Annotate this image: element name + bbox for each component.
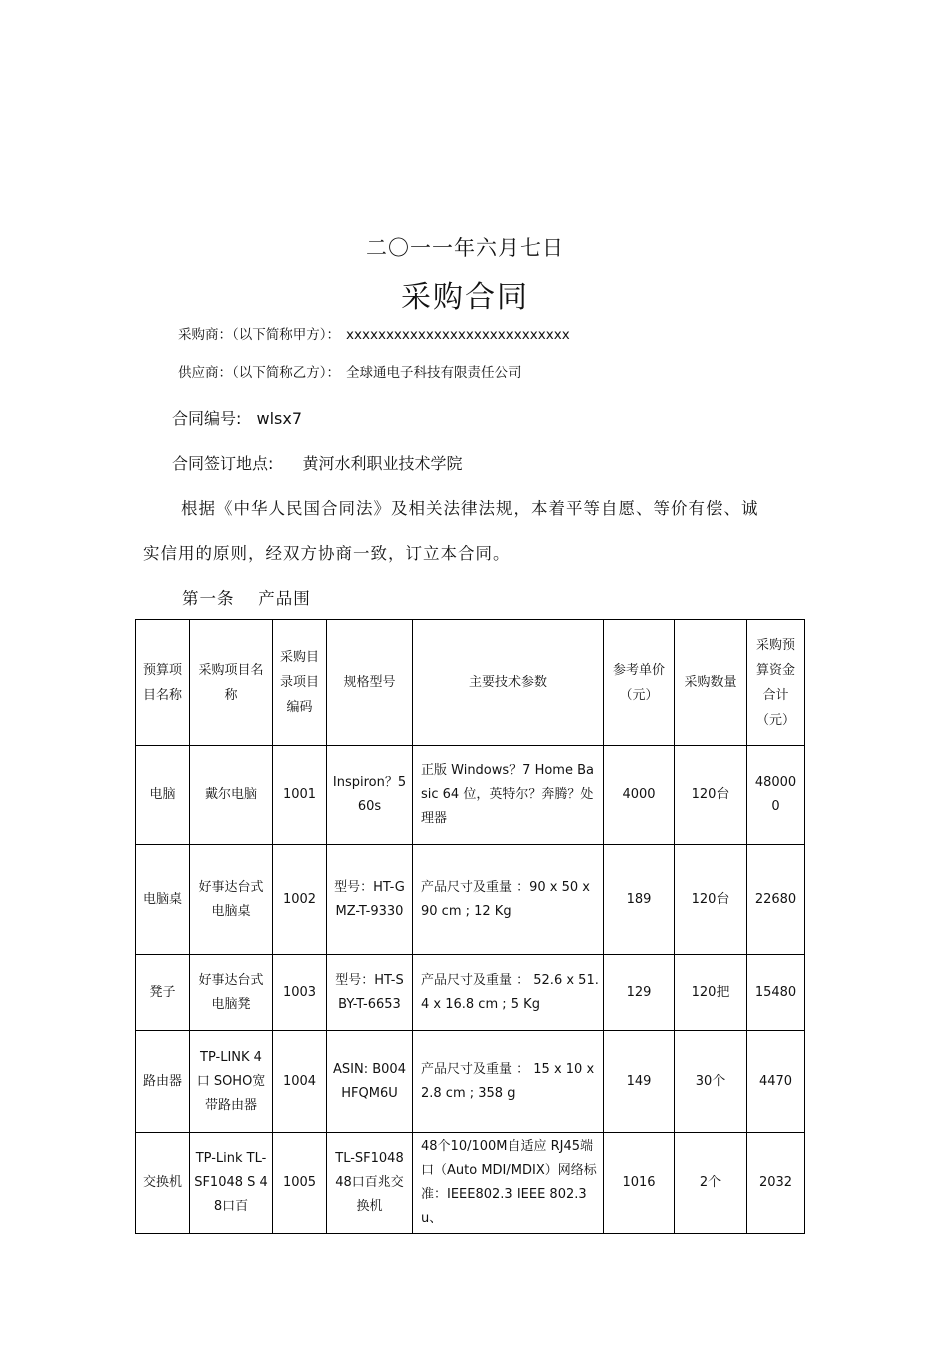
table-cell: TL-SF1048 48口百兆交换机 <box>327 1133 413 1234</box>
table-cell: 22680 <box>747 845 805 955</box>
header-cell: 采购预算资金合计（元） <box>747 620 805 746</box>
signing-place-value: 黄河水利职业技术学院 <box>302 454 463 473</box>
table-cell: 型号：HT-GMZ-T-9330 <box>327 845 413 955</box>
table-cell: 交换机 <box>136 1133 190 1234</box>
table-cell: 1001 <box>273 746 327 845</box>
contract-number-label: 合同编号: <box>172 409 242 428</box>
buyer-label: 采购商：（以下简称甲方）： <box>178 327 340 343</box>
table-cell: 1004 <box>273 1031 327 1133</box>
table-cell: 好事达台式电脑桌 <box>190 845 273 955</box>
table-cell: 48个10/100M自适应 RJ45端口（Auto MDI/MDIX）网络标准：IEEE802.3 IEEE 802.3u、 <box>413 1133 604 1234</box>
table-cell: 2个 <box>675 1133 747 1234</box>
table-cell: 480000 <box>747 746 805 845</box>
supplier-value: 全球通电子科技有限责任公司 <box>346 365 522 381</box>
preamble-line-2: 实信用的原则，经双方协商一致，订立本合同。 <box>143 544 511 563</box>
table-cell: Inspiron？560s <box>327 746 413 845</box>
contract-number-value: wlsx7 <box>256 409 303 428</box>
table-cell: 1002 <box>273 845 327 955</box>
table-header-row <box>136 620 805 746</box>
table-cell: 电脑桌 <box>136 845 190 955</box>
signing-place-label: 合同签订地点: <box>172 454 274 473</box>
table-cell: 正版 Windows？7 Home Basic 64 位，英特尔？奔腾？处理器 <box>413 746 604 845</box>
table-cell: 产品尺寸及重量 ：90 x 50 x 90 cm ; 12 Kg <box>413 845 604 955</box>
supplier-label: 供应商：（以下简称乙方）： <box>178 365 340 381</box>
table-cell: TP-LINK 4口 SOHO宽带路由器 <box>190 1031 273 1133</box>
table-row <box>136 1133 805 1234</box>
table-cell: 1016 <box>604 1133 675 1234</box>
article-1-heading: 第一条 产品围 <box>182 589 311 608</box>
signing-place-line <box>172 451 463 474</box>
table-cell: ASIN: B004HFQM6U <box>327 1031 413 1133</box>
header-cell: 采购数量 <box>675 620 747 746</box>
document-title: 采购合同 <box>401 280 529 315</box>
table-cell: 4470 <box>747 1031 805 1133</box>
table-cell: TP-Link TL-SF1048 S 48口百 <box>190 1133 273 1234</box>
table-cell: 2032 <box>747 1133 805 1234</box>
table-row <box>136 1031 805 1133</box>
table-cell: 戴尔电脑 <box>190 746 273 845</box>
table-row <box>136 746 805 845</box>
table-cell: 15480 <box>747 955 805 1031</box>
table-cell: 产品尺寸及重量 ： 52.6 x 51.4 x 16.8 cm ; 5 Kg <box>413 955 604 1031</box>
header-cell: 采购项目名称 <box>190 620 273 746</box>
buyer-line <box>178 323 570 343</box>
contract-date: 二〇一一年六月七日 <box>366 236 564 260</box>
table-cell: 120把 <box>675 955 747 1031</box>
header-cell: 参考单价（元） <box>604 620 675 746</box>
table-cell: 1003 <box>273 955 327 1031</box>
table-cell: 120台 <box>675 746 747 845</box>
table-cell: 189 <box>604 845 675 955</box>
header-cell: 预算项目名称 <box>136 620 190 746</box>
table-cell: 129 <box>604 955 675 1031</box>
product-table <box>135 619 805 1234</box>
table-cell: 1005 <box>273 1133 327 1234</box>
table-cell: 路由器 <box>136 1031 190 1133</box>
supplier-line <box>178 361 522 381</box>
table-cell: 产品尺寸及重量 ： 15 x 10 x 2.8 cm ; 358 g <box>413 1031 604 1133</box>
header-cell: 采购目录项目编码 <box>273 620 327 746</box>
header-cell: 主要技术参数 <box>413 620 604 746</box>
table-row <box>136 845 805 955</box>
preamble-line-1: 根据《中华人民国合同法》及相关法律法规，本着平等自愿、等价有偿、诚 <box>181 499 759 518</box>
table-cell: 电脑 <box>136 746 190 845</box>
header-cell: 规格型号 <box>327 620 413 746</box>
table-cell: 30个 <box>675 1031 747 1133</box>
table-cell: 149 <box>604 1031 675 1133</box>
table-cell: 好事达台式电脑凳 <box>190 955 273 1031</box>
table-row <box>136 955 805 1031</box>
table-cell: 120台 <box>675 845 747 955</box>
contract-number-line <box>172 406 302 429</box>
table-cell: 型号：HT-SBY-T-6653 <box>327 955 413 1031</box>
table-cell: 4000 <box>604 746 675 845</box>
buyer-value: xxxxxxxxxxxxxxxxxxxxxxxxxxxx <box>346 327 570 343</box>
table-cell: 凳子 <box>136 955 190 1031</box>
